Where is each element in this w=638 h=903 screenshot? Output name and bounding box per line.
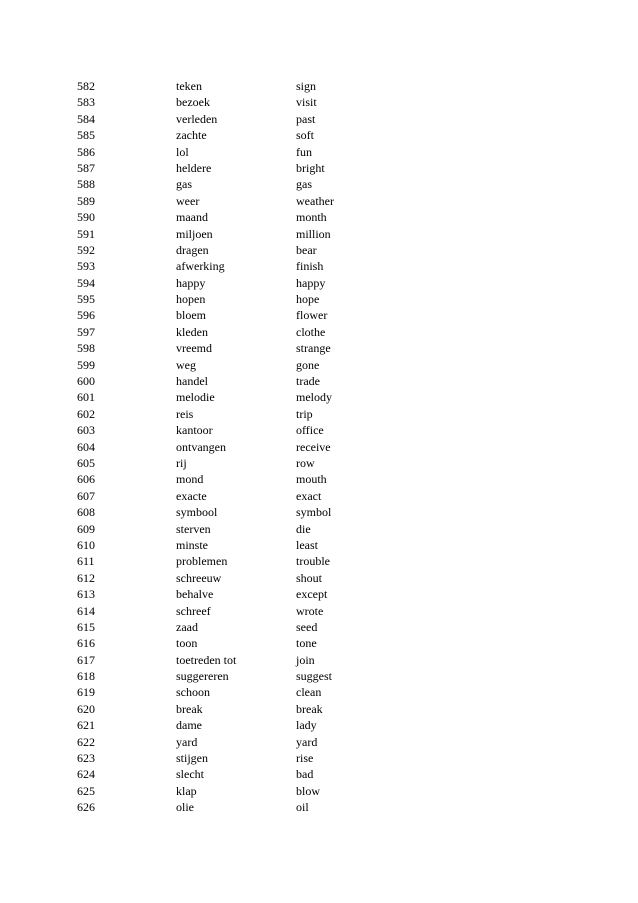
row-number: 614 [77,603,95,618]
english-word: mouth [296,472,327,487]
dutch-word: symbool [176,505,218,520]
english-word: break [296,701,323,716]
dutch-word: minste [176,537,208,552]
row-number: 582 [77,79,95,93]
row-number: 608 [77,505,95,520]
word-row [77,406,377,422]
word-row [77,242,377,258]
english-word: rise [296,751,314,766]
row-number: 584 [77,111,95,126]
dutch-word: stijgen [176,751,208,766]
english-word: soft [296,128,314,143]
dutch-word: yard [176,734,198,749]
word-row [77,422,377,438]
word-row [77,176,377,192]
english-word: trouble [296,554,330,569]
row-number: 621 [77,718,95,733]
row-number: 623 [77,751,95,766]
word-row [77,504,377,520]
dutch-word: exacte [176,488,207,503]
row-number: 612 [77,570,95,585]
row-number: 610 [77,537,95,552]
word-row [77,324,377,340]
row-number: 586 [77,144,95,159]
word-row [77,258,377,274]
word-row [77,78,377,94]
row-number: 625 [77,783,95,798]
row-number: 604 [77,439,95,454]
word-row [77,160,377,176]
english-word: row [296,455,315,470]
english-word: lady [296,718,317,733]
dutch-word: reis [176,406,194,421]
row-number: 600 [77,374,95,389]
dutch-word: gas [176,177,192,192]
word-row [77,766,377,782]
word-row [77,701,377,717]
english-word: yard [296,734,318,749]
english-word: except [296,587,328,602]
word-row [77,455,377,471]
english-word: bright [296,160,325,175]
dutch-word: problemen [176,554,228,569]
dutch-word: break [176,701,203,716]
dutch-word: zachte [176,128,207,143]
row-number: 596 [77,308,95,323]
dutch-word: schoon [176,685,210,700]
english-word: shout [296,570,323,585]
english-word: strange [296,341,331,356]
word-row [77,94,377,110]
row-number: 602 [77,406,95,421]
dutch-word: zaad [176,619,198,634]
english-word: flower [296,308,328,323]
dutch-word: behalve [176,587,214,602]
dutch-word: miljoen [176,226,213,241]
word-row [77,537,377,553]
row-number: 606 [77,472,95,487]
row-number: 592 [77,242,95,257]
english-word: fun [296,144,312,159]
english-word: past [296,111,316,126]
dutch-word: verleden [176,111,218,126]
dutch-word: dragen [176,242,209,257]
dutch-word: melodie [176,390,215,405]
word-row [77,389,377,405]
word-row [77,209,377,225]
row-number: 598 [77,341,95,356]
row-number: 591 [77,226,95,241]
row-number: 585 [77,128,95,143]
english-word: blow [296,783,320,798]
dutch-word: hopen [176,292,206,307]
english-word: receive [296,439,331,454]
english-word: clean [296,685,322,700]
row-number: 599 [77,357,95,372]
english-word: join [296,652,315,667]
english-word: wrote [296,603,324,618]
word-row [77,553,377,569]
english-word: oil [296,800,309,815]
row-number: 609 [77,521,95,536]
dutch-word: vreemd [176,341,212,356]
row-number: 611 [77,554,95,569]
row-number: 595 [77,292,95,307]
row-number: 624 [77,767,95,782]
word-list [77,78,377,816]
word-row [77,127,377,143]
word-row [77,275,377,291]
word-row [77,439,377,455]
dutch-word: toon [176,636,198,651]
row-number: 619 [77,685,95,700]
row-number: 626 [77,800,95,815]
row-number: 601 [77,390,95,405]
dutch-word: toetreden tot [176,652,237,667]
english-word: million [296,226,331,241]
dutch-word: klap [176,783,197,798]
word-row [77,357,377,373]
word-row [77,111,377,127]
english-word: happy [296,275,326,290]
english-word: clothe [296,324,326,339]
word-row [77,521,377,537]
english-word: bear [296,242,317,257]
row-number: 587 [77,160,95,175]
row-number: 617 [77,652,95,667]
row-number: 583 [77,95,95,110]
dutch-word: mond [176,472,204,487]
word-row [77,144,377,160]
english-word: tone [296,636,317,651]
word-row [77,471,377,487]
dutch-word: lol [176,144,189,159]
row-number: 620 [77,701,95,716]
dutch-word: slecht [176,767,204,782]
word-row [77,799,377,815]
dutch-word: rij [176,455,187,470]
english-word: gone [296,357,320,372]
english-word: hope [296,292,320,307]
word-row [77,193,377,209]
english-word: bad [296,767,314,782]
word-row [77,635,377,651]
row-number: 616 [77,636,95,651]
word-row [77,226,377,242]
english-word: gas [296,177,312,192]
row-number: 588 [77,177,95,192]
dutch-word: maand [176,210,208,225]
word-row [77,783,377,799]
dutch-word: weg [176,357,196,372]
dutch-word: kantoor [176,423,213,438]
row-number: 597 [77,324,95,339]
word-row [77,340,377,356]
english-word: symbol [296,505,332,520]
english-word: month [296,210,327,225]
word-row [77,488,377,504]
dutch-word: ontvangen [176,439,226,454]
row-number: 589 [77,193,95,208]
row-number: 618 [77,669,95,684]
english-word: exact [296,488,322,503]
dutch-word: teken [176,79,202,93]
english-word: finish [296,259,324,274]
dutch-word: weer [176,193,200,208]
dutch-word: schreef [176,603,211,618]
dutch-word: happy [176,275,206,290]
english-word: die [296,521,311,536]
row-number: 605 [77,455,95,470]
word-row [77,291,377,307]
row-number: 593 [77,259,95,274]
word-row [77,373,377,389]
english-word: melody [296,390,332,405]
english-word: trip [296,406,313,421]
word-row [77,619,377,635]
dutch-word: handel [176,374,208,389]
row-number: 594 [77,275,95,290]
english-word: sign [296,79,317,93]
dutch-word: olie [176,800,194,815]
row-number: 590 [77,210,95,225]
dutch-word: heldere [176,160,212,175]
word-row [77,570,377,586]
word-row [77,307,377,323]
row-number: 607 [77,488,95,503]
word-row [77,603,377,619]
word-row [77,734,377,750]
english-word: visit [296,95,317,110]
dutch-word: bezoek [176,95,210,110]
row-number: 613 [77,587,95,602]
word-row [77,750,377,766]
dutch-word: suggereren [176,669,229,684]
word-row [77,652,377,668]
word-row [77,717,377,733]
english-word: suggest [296,669,332,684]
row-number: 615 [77,619,95,634]
english-word: seed [296,619,318,634]
dutch-word: sterven [176,521,211,536]
dutch-word: kleden [176,324,208,339]
word-row [77,586,377,602]
dutch-word: afwerking [176,259,225,274]
row-number: 603 [77,423,95,438]
english-word: least [296,537,318,552]
english-word: office [296,423,324,438]
row-number: 622 [77,734,95,749]
word-row [77,684,377,700]
dutch-word: bloem [176,308,206,323]
english-word: trade [296,374,320,389]
word-row [77,668,377,684]
dutch-word: dame [176,718,202,733]
english-word: weather [296,193,334,208]
dutch-word: schreeuw [176,570,222,585]
